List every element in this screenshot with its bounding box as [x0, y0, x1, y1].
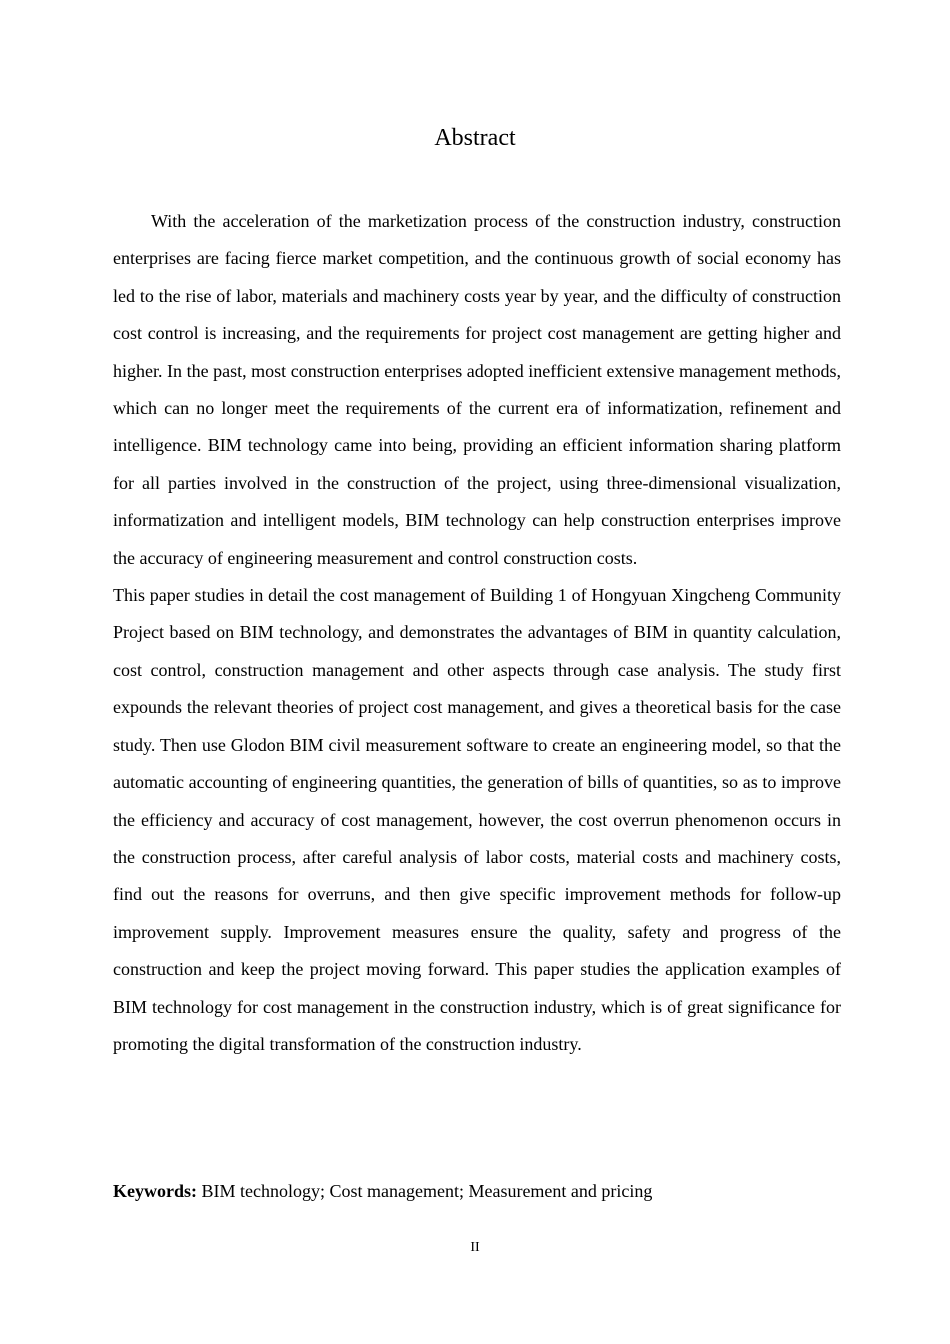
abstract-body [113, 203, 841, 1063]
keywords-text: BIM technology; Cost management; Measurement and pricing [197, 1181, 653, 1201]
keywords-line [113, 1176, 841, 1206]
page-number: II [470, 1240, 480, 1255]
abstract-paragraph-2: This paper studies in detail the cost management of Building 1 of Hongyuan Xingcheng Community Project based on BIM technology, and demonstrates the advantages of BIM in quantity calculation, cost control, construction management and other aspects through case analysis. The study first expounds the relevant theories of project cost management, and gives a theoretical basis for the case study. Then use Glodon BIM civil measurement software to create an engineering model, so that the automatic accounting of engineering quantities, the generation of bills of quantities, so as to improve the efficiency and accuracy of cost management, however, the cost overrun phenomenon occurs in the construction process, after careful analysis of labor costs, material costs and machinery costs, find out the reasons for overruns, and then give specific improvement methods for follow-up improvement supply. Improvement measures ensure the quality, safety and progress of the construction and keep the project moving forward. This paper studies the application examples of BIM technology for cost management in the construction industry, which is of great significance for promoting the digital transformation of the construction industry. [113, 585, 841, 1054]
abstract-paragraph-1: With the acceleration of the marketization process of the construction industry, construction enterprises are facing fierce market competition, and the continuous growth of social economy has led to the rise of labor, materials and machinery costs year by year, and the difficulty of construction cost control is increasing, and the requirements for project cost management are getting higher and higher. In the past, most construction enterprises adopted inefficient extensive management methods, which can no longer meet the requirements of the current era of informatization, refinement and intelligence. BIM technology came into being, providing an efficient information sharing platform for all parties involved in the construction of the project, using three-dimensional visualization, informatization and intelligent models, BIM technology can help construction enterprises improve the accuracy of engineering measurement and control construction costs. [113, 211, 841, 568]
keywords-label: Keywords: [113, 1181, 197, 1201]
abstract-title: Abstract [434, 125, 516, 151]
